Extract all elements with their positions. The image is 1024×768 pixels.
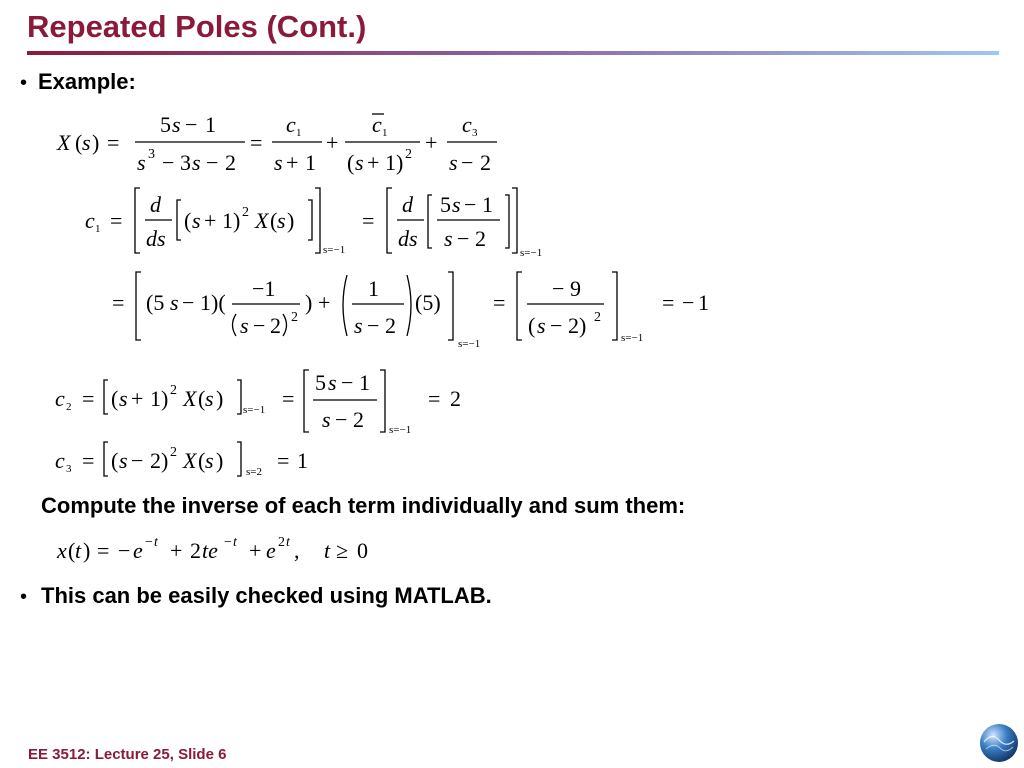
svg-text:,: , — [294, 538, 300, 563]
svg-text:s: s — [205, 448, 214, 473]
svg-text:−: − — [162, 150, 175, 175]
svg-text:t: t — [75, 538, 82, 563]
svg-text:c: c — [55, 448, 65, 473]
svg-text:): ) — [216, 448, 224, 473]
svg-text:=: = — [82, 386, 95, 411]
svg-text:t: t — [286, 535, 290, 550]
svg-text:1): 1) — [150, 386, 169, 411]
svg-text:−: − — [206, 150, 219, 175]
svg-text:): ) — [216, 386, 224, 411]
svg-text:−1: −1 — [252, 276, 276, 301]
svg-text:2: 2 — [66, 401, 72, 413]
matlab-note: This can be easily checked using MATLAB. — [41, 583, 492, 608]
svg-text:1: 1 — [205, 112, 216, 137]
svg-text:X: X — [57, 130, 71, 155]
equation-xs-definition — [56, 112, 497, 175]
svg-text:−: − — [367, 313, 380, 338]
svg-text:ds: ds — [398, 226, 418, 251]
svg-text:(: ( — [75, 130, 83, 155]
svg-text:2: 2 — [385, 313, 396, 338]
svg-text:=: = — [107, 130, 120, 155]
svg-text:X: X — [183, 386, 197, 411]
svg-text:1: 1 — [382, 127, 388, 139]
equation-c1-evaluation — [112, 272, 709, 350]
svg-text:+: + — [425, 130, 438, 155]
svg-text:s: s — [449, 150, 458, 175]
svg-text:−: − — [131, 448, 144, 473]
svg-text:s: s — [444, 226, 453, 251]
svg-text:5: 5 — [315, 370, 326, 395]
svg-text:d: d — [402, 192, 413, 217]
svg-text:2: 2 — [594, 310, 601, 325]
svg-text:−: − — [185, 112, 198, 137]
svg-text:1): 1) — [222, 208, 241, 233]
svg-text:1: 1 — [698, 290, 709, 315]
svg-text:s: s — [274, 150, 283, 175]
svg-text:(: ( — [184, 208, 192, 233]
svg-text:s: s — [192, 150, 201, 175]
svg-text:2: 2 — [480, 150, 491, 175]
svg-text:−: − — [341, 370, 354, 395]
svg-text:=: = — [277, 448, 290, 473]
svg-text:=: = — [362, 208, 375, 233]
svg-text:9: 9 — [570, 276, 581, 301]
svg-text:s=−1: s=−1 — [621, 332, 644, 344]
svg-text:s: s — [119, 448, 128, 473]
svg-text:s=−1: s=−1 — [243, 404, 266, 416]
svg-text:s: s — [205, 386, 214, 411]
svg-text:t: t — [324, 538, 331, 563]
svg-text:−: − — [253, 313, 266, 338]
svg-text:s=−1: s=−1 — [323, 244, 346, 256]
globe-logo-icon — [978, 722, 1020, 764]
svg-text:−: − — [461, 150, 474, 175]
svg-text:−: − — [550, 313, 563, 338]
slide-title: Repeated Poles (Cont.) — [27, 9, 367, 44]
svg-text:1: 1 — [368, 276, 379, 301]
svg-text:(: ( — [347, 150, 355, 175]
equation-c1-derivative — [85, 188, 542, 259]
svg-text:s: s — [354, 313, 363, 338]
svg-text:−: − — [457, 226, 470, 251]
svg-text:3: 3 — [148, 147, 155, 162]
svg-text:s: s — [172, 112, 181, 137]
svg-text:c: c — [286, 112, 296, 137]
svg-text:=: = — [110, 208, 123, 233]
svg-text:X: X — [255, 208, 269, 233]
svg-text:s: s — [452, 192, 461, 217]
svg-text:+: + — [326, 130, 339, 155]
equation-result — [56, 535, 368, 563]
svg-text:2: 2 — [225, 150, 236, 175]
svg-text:(: ( — [270, 208, 278, 233]
svg-text:=: = — [662, 290, 675, 315]
svg-text:+: + — [286, 150, 299, 175]
svg-text:X: X — [183, 448, 197, 473]
svg-text:e: e — [133, 538, 143, 563]
svg-text:): ) — [305, 290, 313, 315]
svg-text:−: − — [682, 290, 695, 315]
svg-text:−: − — [464, 192, 477, 217]
svg-text:c: c — [55, 386, 65, 411]
svg-text:c: c — [85, 208, 95, 233]
equation-c2 — [55, 370, 461, 436]
svg-text:=: = — [82, 448, 95, 473]
svg-text:c: c — [462, 112, 472, 137]
svg-text:te: te — [202, 538, 218, 563]
svg-text:s: s — [328, 370, 337, 395]
svg-text:1: 1 — [482, 192, 493, 217]
svg-text:=: = — [97, 538, 110, 563]
svg-text:3: 3 — [180, 150, 191, 175]
svg-text:3: 3 — [472, 127, 478, 139]
svg-text:−: − — [552, 276, 565, 301]
svg-text:s=−1: s=−1 — [520, 247, 543, 259]
svg-text:t: t — [154, 535, 158, 550]
svg-text:): ) — [83, 538, 91, 563]
svg-text:=: = — [250, 130, 263, 155]
svg-text:1: 1 — [95, 223, 101, 235]
svg-text:+: + — [249, 538, 262, 563]
svg-text:2): 2) — [568, 313, 587, 338]
svg-text:2: 2 — [291, 310, 298, 325]
svg-text:1: 1 — [297, 448, 308, 473]
svg-text:−: − — [118, 538, 131, 563]
svg-text:≥: ≥ — [336, 538, 349, 563]
svg-text:s: s — [192, 208, 201, 233]
svg-text:(5): (5) — [415, 290, 441, 315]
svg-text:−: − — [224, 535, 232, 550]
svg-text:d: d — [150, 192, 161, 217]
svg-text:s: s — [82, 130, 91, 155]
svg-text:s: s — [137, 150, 146, 175]
bullet-marker: • — [20, 586, 28, 608]
svg-text:2: 2 — [405, 147, 412, 162]
svg-text:(: ( — [198, 448, 206, 473]
svg-text:=: = — [428, 386, 441, 411]
svg-text:2: 2 — [450, 386, 461, 411]
svg-text:s: s — [322, 407, 331, 432]
svg-text:1: 1 — [305, 150, 316, 175]
svg-text:(: ( — [111, 448, 119, 473]
svg-text:−: − — [182, 290, 195, 315]
svg-text:2: 2 — [270, 313, 281, 338]
compute-instruction: Compute the inverse of each term individually and sum them: — [41, 493, 686, 518]
svg-text:=: = — [112, 290, 125, 315]
equation-c3 — [55, 442, 308, 478]
svg-text:2: 2 — [242, 205, 249, 220]
bullet-marker: • — [20, 72, 28, 94]
svg-text:3: 3 — [66, 463, 72, 475]
svg-text:): ) — [287, 208, 295, 233]
svg-text:(: ( — [68, 538, 76, 563]
svg-text:−: − — [145, 535, 153, 550]
svg-text:1: 1 — [296, 127, 302, 139]
svg-text:2: 2 — [475, 226, 486, 251]
svg-text:+: + — [318, 290, 331, 315]
svg-text:(: ( — [198, 386, 206, 411]
svg-text:ds: ds — [146, 226, 166, 251]
svg-text:=: = — [493, 290, 506, 315]
svg-text:+: + — [131, 386, 144, 411]
svg-text:2: 2 — [353, 407, 364, 432]
svg-text:(: ( — [111, 386, 119, 411]
example-label: Example: — [38, 69, 136, 94]
svg-text:=: = — [282, 386, 295, 411]
svg-text:c: c — [372, 112, 382, 137]
svg-text:): ) — [92, 130, 100, 155]
svg-text:(5: (5 — [146, 290, 165, 315]
svg-text:+: + — [367, 150, 380, 175]
svg-text:2: 2 — [170, 383, 177, 398]
svg-text:2: 2 — [190, 538, 201, 563]
svg-text:t: t — [233, 535, 237, 550]
svg-text:x: x — [57, 538, 67, 563]
svg-text:0: 0 — [357, 538, 368, 563]
svg-text:1)(: 1)( — [200, 290, 226, 315]
svg-text:5: 5 — [440, 192, 451, 217]
svg-text:+: + — [170, 538, 183, 563]
svg-text:s: s — [355, 150, 364, 175]
svg-text:−: − — [335, 407, 348, 432]
svg-text:s: s — [240, 313, 249, 338]
svg-text:s=2: s=2 — [246, 466, 262, 478]
svg-text:s: s — [170, 290, 179, 315]
svg-text:1): 1) — [385, 150, 404, 175]
svg-text:2: 2 — [170, 445, 177, 460]
slide-footer: EE 3512: Lecture 25, Slide 6 — [28, 746, 227, 763]
svg-text:s: s — [119, 386, 128, 411]
svg-text:2: 2 — [278, 535, 285, 550]
svg-text:s=−1: s=−1 — [458, 338, 481, 350]
svg-text:s: s — [277, 208, 286, 233]
svg-text:(: ( — [528, 313, 536, 338]
svg-text:s=−1: s=−1 — [389, 424, 412, 436]
svg-text:2): 2) — [150, 448, 169, 473]
svg-text:s: s — [537, 313, 546, 338]
svg-text:1: 1 — [359, 370, 370, 395]
svg-text:5: 5 — [160, 112, 171, 137]
svg-text:e: e — [266, 538, 276, 563]
svg-text:+: + — [204, 208, 217, 233]
